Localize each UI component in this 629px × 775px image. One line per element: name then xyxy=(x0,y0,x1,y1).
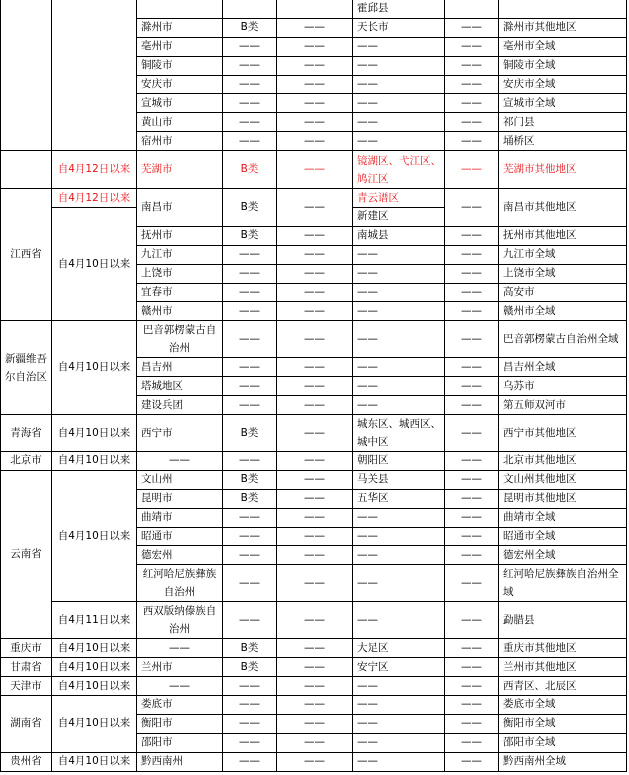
col7-cell: —— xyxy=(445,189,499,227)
col5-cell: —— xyxy=(277,714,353,733)
col5-cell: —— xyxy=(277,37,353,56)
county-cell: —— xyxy=(353,56,445,75)
class-cell: B类 xyxy=(223,189,277,227)
class-cell: —— xyxy=(223,132,277,151)
date-cell: 自4月11日以来 xyxy=(52,602,137,639)
city-cell: 上饶市 xyxy=(137,264,223,283)
col5-cell: —— xyxy=(277,639,353,658)
col5-cell: —— xyxy=(277,113,353,132)
city-cell: —— xyxy=(137,452,223,471)
city-cell: 宜春市 xyxy=(137,283,223,302)
area-cell: 赣州市全域 xyxy=(499,302,627,321)
table-row xyxy=(1,639,627,658)
city-cell: 黄山市 xyxy=(137,113,223,132)
col5-cell: —— xyxy=(277,452,353,471)
county-cell: 安宁区 xyxy=(353,658,445,677)
date-cell: 自4月10日以来 xyxy=(52,415,137,452)
class-cell: —— xyxy=(223,283,277,302)
class-cell xyxy=(223,0,277,18)
city-cell: 衡阳市 xyxy=(137,714,223,733)
table-row xyxy=(1,321,627,358)
area-cell: 宣城市全域 xyxy=(499,94,627,113)
county-cell: —— xyxy=(353,508,445,527)
class-cell: B类 xyxy=(223,415,277,452)
col7-cell: —— xyxy=(445,602,499,639)
col7-cell: —— xyxy=(445,752,499,771)
class-cell: —— xyxy=(223,302,277,321)
county-cell: —— xyxy=(353,37,445,56)
col7-cell: —— xyxy=(445,565,499,602)
date-cell: 自4月10日以来 xyxy=(52,208,137,321)
county-cell: —— xyxy=(353,132,445,151)
table-row xyxy=(1,470,627,489)
province-cell: 江西省 xyxy=(1,189,52,321)
class-cell: —— xyxy=(223,94,277,113)
col5-cell: —— xyxy=(277,396,353,415)
city-cell: 塔城地区 xyxy=(137,377,223,396)
area-cell: 德宏州全域 xyxy=(499,546,627,565)
area-cell: 西青区、北辰区 xyxy=(499,677,627,696)
date-cell: 自4月10日以来 xyxy=(52,452,137,471)
col7-cell: —— xyxy=(445,283,499,302)
province-cell xyxy=(1,151,52,189)
date-cell: 自4月10日以来 xyxy=(52,752,137,771)
col5-cell: —— xyxy=(277,696,353,715)
county-cell: —— xyxy=(353,696,445,715)
date-cell: 自4月10日以来 xyxy=(52,639,137,658)
county-cell: —— xyxy=(353,377,445,396)
city-cell: 黔西南州 xyxy=(137,752,223,771)
county-cell: 青云谱区 xyxy=(353,189,445,208)
county-cell: 天长市 xyxy=(353,18,445,37)
col7-cell: —— xyxy=(445,113,499,132)
city-cell: 安庆市 xyxy=(137,75,223,94)
city-cell: 巴音郭楞蒙古自治州 xyxy=(137,321,223,358)
county-cell: —— xyxy=(353,94,445,113)
class-cell: —— xyxy=(223,264,277,283)
county-cell: —— xyxy=(353,546,445,565)
col5-cell: —— xyxy=(277,415,353,452)
province-cell: 重庆市 xyxy=(1,639,52,658)
county-cell: —— xyxy=(353,113,445,132)
date-cell: 自4月10日以来 xyxy=(52,470,137,601)
area-cell: 乌苏市 xyxy=(499,377,627,396)
province-cell: 湖南省 xyxy=(1,696,52,753)
area-cell: 铜陵市全域 xyxy=(499,56,627,75)
city-cell: 西双版纳傣族自治州 xyxy=(137,602,223,639)
province-cell: 云南省 xyxy=(1,470,52,638)
city-cell: 宣城市 xyxy=(137,94,223,113)
city-cell xyxy=(137,0,223,18)
col7-cell: —— xyxy=(445,714,499,733)
col7-cell: —— xyxy=(445,358,499,377)
col5-cell: —— xyxy=(277,377,353,396)
area-cell: 重庆市其他地区 xyxy=(499,639,627,658)
col7-cell: —— xyxy=(445,527,499,546)
col7-cell: —— xyxy=(445,226,499,245)
area-cell: 昭通市全域 xyxy=(499,527,627,546)
table-row xyxy=(1,696,627,715)
city-cell: —— xyxy=(137,639,223,658)
city-cell: 赣州市 xyxy=(137,302,223,321)
col7-cell: —— xyxy=(445,75,499,94)
col7-cell: —— xyxy=(445,264,499,283)
col5-cell: —— xyxy=(277,94,353,113)
city-cell: 兰州市 xyxy=(137,658,223,677)
city-cell: 滁州市 xyxy=(137,18,223,37)
class-cell: —— xyxy=(223,677,277,696)
area-cell: 曲靖市全域 xyxy=(499,508,627,527)
table-row xyxy=(1,0,627,18)
county-cell: 城东区、城西区、城中区 xyxy=(353,415,445,452)
col5-cell: —— xyxy=(277,602,353,639)
city-cell: 昆明市 xyxy=(137,489,223,508)
col5-cell: —— xyxy=(277,302,353,321)
col5-cell: —— xyxy=(277,358,353,377)
class-cell: —— xyxy=(223,733,277,752)
city-cell: 芜湖市 xyxy=(137,151,223,189)
col5-cell: —— xyxy=(277,283,353,302)
table-row xyxy=(1,752,627,771)
table-row xyxy=(1,151,627,189)
class-cell: —— xyxy=(223,358,277,377)
class-cell: —— xyxy=(223,321,277,358)
city-cell: 红河哈尼族彝族自治州 xyxy=(137,565,223,602)
county-cell: —— xyxy=(353,752,445,771)
col5-cell: —— xyxy=(277,264,353,283)
area-cell: 第五师双河市 xyxy=(499,396,627,415)
date-cell xyxy=(52,0,137,151)
city-cell: 铜陵市 xyxy=(137,56,223,75)
col7-cell: —— xyxy=(445,132,499,151)
province-cell: 天津市 xyxy=(1,677,52,696)
area-cell: 九江市全域 xyxy=(499,245,627,264)
area-cell: 安庆市全域 xyxy=(499,75,627,94)
class-cell: —— xyxy=(223,113,277,132)
class-cell: B类 xyxy=(223,226,277,245)
area-cell: 衡阳市全域 xyxy=(499,714,627,733)
date-cell: 自4月12日以来 xyxy=(52,151,137,189)
date-cell: 自4月10日以来 xyxy=(52,658,137,677)
table-row xyxy=(1,658,627,677)
col7-cell: —— xyxy=(445,302,499,321)
class-cell: —— xyxy=(223,56,277,75)
col7-cell: —— xyxy=(445,546,499,565)
county-cell: —— xyxy=(353,264,445,283)
county-cell: 马关县 xyxy=(353,470,445,489)
class-cell: B类 xyxy=(223,639,277,658)
area-cell: 埇桥区 xyxy=(499,132,627,151)
col5-cell: —— xyxy=(277,489,353,508)
col5-cell: —— xyxy=(277,56,353,75)
city-cell: 文山州 xyxy=(137,470,223,489)
col7-cell xyxy=(445,0,499,18)
area-cell: 西宁市其他地区 xyxy=(499,415,627,452)
area-cell: 邵阳市全域 xyxy=(499,733,627,752)
class-cell: B类 xyxy=(223,18,277,37)
city-cell: 娄底市 xyxy=(137,696,223,715)
area-cell: 娄底市全域 xyxy=(499,696,627,715)
county-cell: —— xyxy=(353,358,445,377)
col5-cell: —— xyxy=(277,508,353,527)
area-cell: 文山州其他地区 xyxy=(499,470,627,489)
province-cell xyxy=(1,0,52,151)
area-cell: 昌吉州全域 xyxy=(499,358,627,377)
col5-cell: —— xyxy=(277,565,353,602)
province-cell: 新疆维吾尔自治区 xyxy=(1,321,52,415)
col5-cell: —— xyxy=(277,18,353,37)
class-cell: —— xyxy=(223,546,277,565)
class-cell: —— xyxy=(223,752,277,771)
county-cell: —— xyxy=(353,733,445,752)
col7-cell: —— xyxy=(445,37,499,56)
col5-cell: —— xyxy=(277,132,353,151)
col5-cell: —— xyxy=(277,245,353,264)
class-cell: —— xyxy=(223,565,277,602)
col5-cell: —— xyxy=(277,677,353,696)
col5-cell: —— xyxy=(277,226,353,245)
col5-cell xyxy=(277,0,353,18)
county-cell: —— xyxy=(353,321,445,358)
city-cell: 建设兵团 xyxy=(137,396,223,415)
table-row xyxy=(1,602,627,639)
col7-cell: —— xyxy=(445,18,499,37)
table-row xyxy=(1,415,627,452)
city-cell: 南昌市 xyxy=(137,189,223,227)
class-cell: —— xyxy=(223,602,277,639)
county-cell: —— xyxy=(353,302,445,321)
col7-cell: —— xyxy=(445,151,499,189)
col5-cell: —— xyxy=(277,752,353,771)
col5-cell: —— xyxy=(277,546,353,565)
col7-cell: —— xyxy=(445,396,499,415)
county-cell: 镜湖区、弋江区、鸠江区 xyxy=(353,151,445,189)
area-cell: 黔西南州全域 xyxy=(499,752,627,771)
class-cell: —— xyxy=(223,452,277,471)
area-cell: 抚州市其他地区 xyxy=(499,226,627,245)
class-cell: B类 xyxy=(223,489,277,508)
class-cell: B类 xyxy=(223,151,277,189)
area-cell: 兰州市其他地区 xyxy=(499,658,627,677)
class-cell: —— xyxy=(223,377,277,396)
class-cell: B类 xyxy=(223,470,277,489)
class-cell: —— xyxy=(223,714,277,733)
province-cell: 青海省 xyxy=(1,415,52,452)
date-cell: 自4月10日以来 xyxy=(52,696,137,753)
table-row xyxy=(1,452,627,471)
area-cell: 芜湖市其他地区 xyxy=(499,151,627,189)
class-cell: —— xyxy=(223,396,277,415)
city-cell: 邵阳市 xyxy=(137,733,223,752)
col7-cell: —— xyxy=(445,658,499,677)
county-cell: —— xyxy=(353,527,445,546)
area-cell: 滁州市其他地区 xyxy=(499,18,627,37)
city-cell: 抚州市 xyxy=(137,226,223,245)
col5-cell: —— xyxy=(277,75,353,94)
class-cell: —— xyxy=(223,75,277,94)
col5-cell: —— xyxy=(277,321,353,358)
county-cell: —— xyxy=(353,245,445,264)
area-cell xyxy=(499,0,627,18)
city-cell: 昭通市 xyxy=(137,527,223,546)
class-cell: —— xyxy=(223,37,277,56)
col7-cell: —— xyxy=(445,56,499,75)
province-cell: 北京市 xyxy=(1,452,52,471)
table-row xyxy=(1,677,627,696)
class-cell: —— xyxy=(223,508,277,527)
province-cell: 甘肃省 xyxy=(1,658,52,677)
province-cell: 贵州省 xyxy=(1,752,52,771)
area-cell: 巴音郭楞蒙古自治州全域 xyxy=(499,321,627,358)
county-cell: 大足区 xyxy=(353,639,445,658)
city-cell: 曲靖市 xyxy=(137,508,223,527)
col5-cell: —— xyxy=(277,189,353,227)
county-cell: 五华区 xyxy=(353,489,445,508)
area-cell: 昆明市其他地区 xyxy=(499,489,627,508)
city-cell: 昌吉州 xyxy=(137,358,223,377)
county-cell: —— xyxy=(353,714,445,733)
col7-cell: —— xyxy=(445,245,499,264)
table-row xyxy=(1,189,627,208)
col7-cell: —— xyxy=(445,321,499,358)
date-cell: 自4月12日以来 xyxy=(52,189,137,208)
col5-cell: —— xyxy=(277,151,353,189)
col7-cell: —— xyxy=(445,508,499,527)
city-cell: —— xyxy=(137,677,223,696)
area-cell: 勐腊县 xyxy=(499,602,627,639)
county-cell: 朝阳区 xyxy=(353,452,445,471)
area-cell: 亳州市全域 xyxy=(499,37,627,56)
county-cell: 南城县 xyxy=(353,226,445,245)
col5-cell: —— xyxy=(277,733,353,752)
col7-cell: —— xyxy=(445,452,499,471)
col7-cell: —— xyxy=(445,639,499,658)
col7-cell: —— xyxy=(445,377,499,396)
county-cell: —— xyxy=(353,677,445,696)
col5-cell: —— xyxy=(277,470,353,489)
date-cell: 自4月10日以来 xyxy=(52,321,137,415)
col7-cell: —— xyxy=(445,470,499,489)
county-cell: 新建区 xyxy=(353,208,445,227)
col5-cell: —— xyxy=(277,658,353,677)
class-cell: —— xyxy=(223,245,277,264)
city-cell: 德宏州 xyxy=(137,546,223,565)
col7-cell: —— xyxy=(445,415,499,452)
area-cell: 北京市其他地区 xyxy=(499,452,627,471)
county-cell: —— xyxy=(353,75,445,94)
area-cell: 红河哈尼族彝族自治州全域 xyxy=(499,565,627,602)
county-cell: —— xyxy=(353,602,445,639)
col7-cell: —— xyxy=(445,677,499,696)
class-cell: —— xyxy=(223,527,277,546)
county-cell: —— xyxy=(353,565,445,602)
county-cell: 霍邱县 xyxy=(353,0,445,18)
city-cell: 宿州市 xyxy=(137,132,223,151)
city-cell: 亳州市 xyxy=(137,37,223,56)
date-cell: 自4月10日以来 xyxy=(52,677,137,696)
class-cell: —— xyxy=(223,696,277,715)
city-cell: 西宁市 xyxy=(137,415,223,452)
col5-cell: —— xyxy=(277,527,353,546)
county-cell: —— xyxy=(353,396,445,415)
area-cell: 南昌市其他地区 xyxy=(499,189,627,227)
area-cell: 高安市 xyxy=(499,283,627,302)
area-cell: 祁门县 xyxy=(499,113,627,132)
county-cell: —— xyxy=(353,283,445,302)
col7-cell: —— xyxy=(445,733,499,752)
col7-cell: —— xyxy=(445,696,499,715)
area-cell: 上饶市全域 xyxy=(499,264,627,283)
col7-cell: —— xyxy=(445,94,499,113)
city-cell: 九江市 xyxy=(137,245,223,264)
class-cell: B类 xyxy=(223,658,277,677)
col7-cell: —— xyxy=(445,489,499,508)
